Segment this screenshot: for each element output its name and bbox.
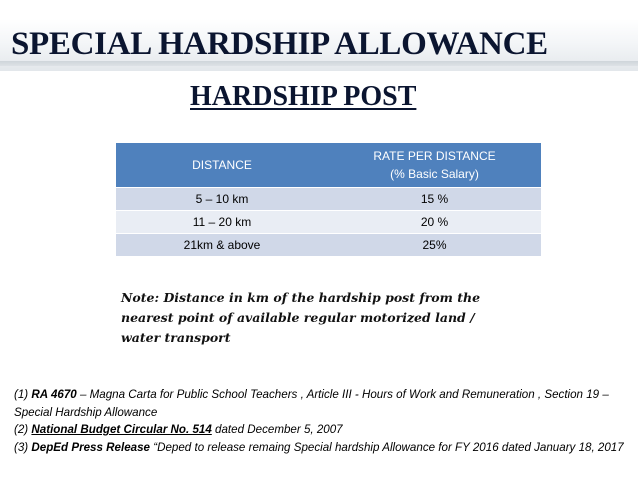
rate-cell: 25% (328, 234, 541, 257)
reference-item (14, 386, 634, 421)
section-title: HARDSHIP POST (190, 81, 417, 112)
header-rate-unit: (% Basic Salary) (390, 167, 479, 181)
reference-number: (3) (14, 440, 29, 454)
distance-note: Note: Distance in km of the hardship post from the nearest point of available regular motorized land / water transport (121, 290, 481, 345)
references (14, 386, 634, 456)
reference-source: DepEd Press Release (31, 440, 150, 454)
reference-number: (1) (14, 388, 29, 401)
page-title: SPECIAL HARDSHIP ALLOWANCE (11, 26, 548, 62)
table-header-row (116, 143, 541, 188)
rate-cell: 20 % (328, 211, 541, 234)
reference-text: – Magna Carta for Public School Teachers , Article III - Hours of Work and Remuneration , Section 19 – Special Hardship Allowance (14, 388, 609, 419)
distance-cell: 5 – 10 km (116, 188, 328, 211)
table-row (116, 188, 541, 211)
hardship-rate-table (116, 143, 541, 256)
header-rate (328, 143, 541, 188)
reference-text: “Deped to release remaing Special hardship Allowance for FY 2016 dated January 18, 2017 (150, 440, 624, 454)
reference-source: National Budget Circular No. 514 (31, 423, 212, 436)
reference-number: (2) (14, 423, 29, 436)
table-row (116, 234, 541, 257)
rate-cell: 15 % (328, 188, 541, 211)
reference-item (14, 439, 634, 457)
reference-text: dated December 5, 2007 (211, 423, 343, 436)
header-rate-label: RATE PER DISTANCE (373, 149, 496, 163)
table-row (116, 211, 541, 234)
distance-cell: 21km & above (116, 234, 328, 257)
reference-item (14, 421, 634, 439)
reference-source: RA 4670 (31, 388, 77, 401)
distance-cell: 11 – 20 km (116, 211, 328, 234)
header-distance: DISTANCE (116, 143, 328, 188)
